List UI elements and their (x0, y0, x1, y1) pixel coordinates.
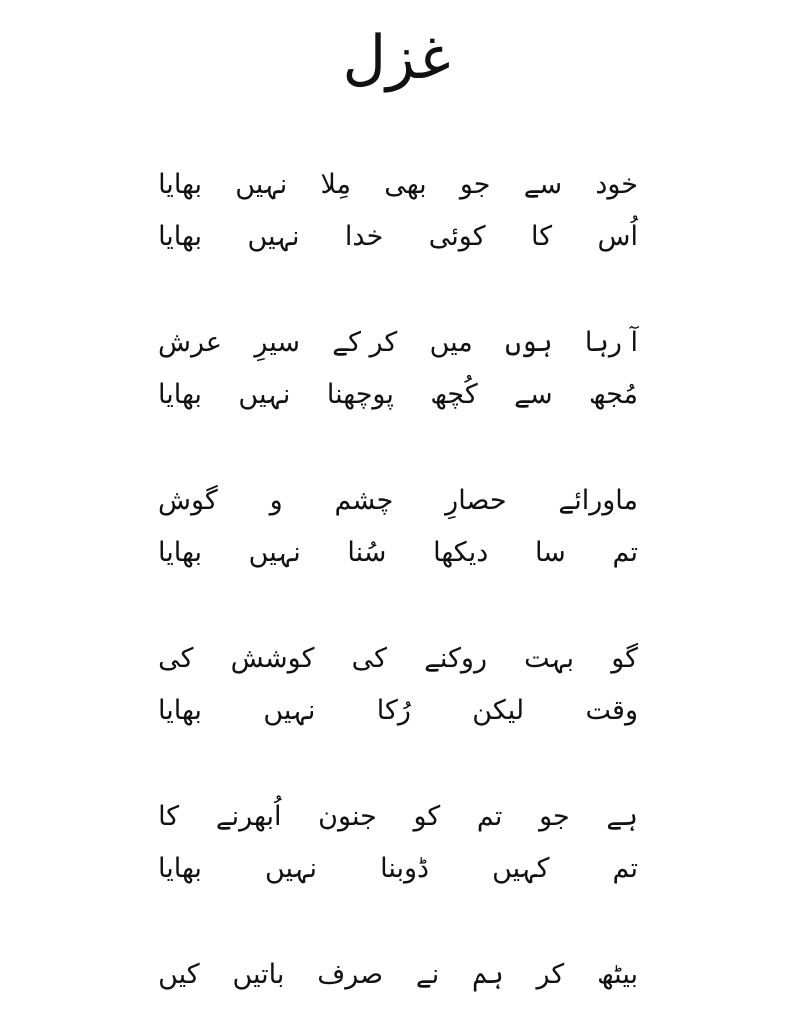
verse-word: اُبھرنے (215, 801, 282, 832)
verse-line (158, 215, 638, 259)
verse-word: بہت (524, 643, 575, 674)
verse-word: کی (351, 643, 387, 674)
verse-word: ہے (606, 801, 638, 832)
verse-word: نہیں (238, 379, 291, 410)
verse-line (158, 689, 638, 733)
verse-word: نہیں (263, 695, 316, 726)
verse-word: سُنا (347, 537, 387, 568)
verse-line (158, 847, 638, 891)
page-title: غزل (342, 23, 451, 93)
verse-word: جنون (318, 801, 377, 832)
verse-word: ہوں (505, 327, 553, 358)
verse-word: رُکا (376, 695, 411, 726)
verse-word: ماورائے (558, 485, 638, 516)
verse-word: جو (459, 169, 491, 200)
verse-word: بھی (384, 169, 427, 200)
verse-word: چشم (334, 485, 394, 516)
verse-word: و (269, 485, 283, 516)
verse-word: پوچھنا (326, 379, 394, 410)
verse-word: گو (611, 643, 638, 674)
verse-word: مِلا (320, 169, 352, 200)
verse-line (158, 479, 638, 523)
verse-word: کر (536, 959, 565, 990)
verse-word: وقت (585, 695, 638, 726)
verse-word: بھایا (158, 169, 203, 200)
verse-word: روکنے (424, 643, 488, 674)
verse-word: خدا (344, 221, 384, 252)
verse-line (158, 373, 638, 417)
verse-word: آ رہا (584, 327, 638, 358)
verse-word: کہیں (492, 853, 550, 884)
verse-word: اُس (597, 221, 638, 252)
verse-word: میں (429, 327, 473, 358)
verse-word: سے (523, 169, 563, 200)
verse-word: نہیں (265, 853, 318, 884)
verse-word: صرف (317, 959, 384, 990)
verse-word: جو (539, 801, 570, 832)
verse-word: تم (612, 853, 638, 884)
verse-word: تم (476, 801, 503, 832)
verse-word: کا (158, 801, 180, 832)
verse-word: تم (612, 537, 638, 568)
verse-word: کوشش (230, 643, 315, 674)
verse-word: بھایا (158, 853, 202, 884)
verse-word: سے (514, 379, 553, 410)
verse-word: عرش (158, 327, 223, 358)
verse-word: بیٹھ (597, 959, 638, 990)
verse-word: کوئی (428, 221, 486, 252)
verse-word: کر کے (332, 327, 398, 358)
verse-word: گوش (158, 485, 218, 516)
verse-word: سیرِ (254, 327, 300, 358)
verse-word: بھایا (158, 221, 202, 252)
verse-word: باتیں (232, 959, 285, 990)
verse-line (158, 531, 638, 575)
verse-word: نہیں (247, 221, 300, 252)
verse-word: بھایا (158, 695, 202, 726)
verse-word: ڈوبنا (380, 853, 430, 884)
verse-word: کا (531, 221, 553, 252)
verse-word: بھایا (158, 379, 202, 410)
verse-word: کی (158, 643, 194, 674)
verse-line (158, 321, 638, 365)
verse-line (158, 953, 638, 997)
verse-word: نہیں (248, 537, 301, 568)
verse-word: حصارِ (445, 485, 507, 516)
verse-word: کیں (158, 959, 200, 990)
verse-word: بھایا (158, 537, 202, 568)
verse-line (158, 637, 638, 681)
verse-line (158, 795, 638, 839)
verse-line (158, 163, 638, 207)
verse-word: کُچھ (430, 379, 478, 410)
verse-word: نے (415, 959, 440, 990)
verse-word: خود (595, 169, 638, 200)
verse-word: نہیں (235, 169, 288, 200)
verse-word: سا (534, 537, 566, 568)
verse-word: مُجھ (589, 379, 638, 410)
verse-word: ہم (472, 959, 504, 990)
verse-word: دیکھا (433, 537, 489, 568)
verse-word: کو (413, 801, 441, 832)
verse-word: لیکن (472, 695, 525, 726)
